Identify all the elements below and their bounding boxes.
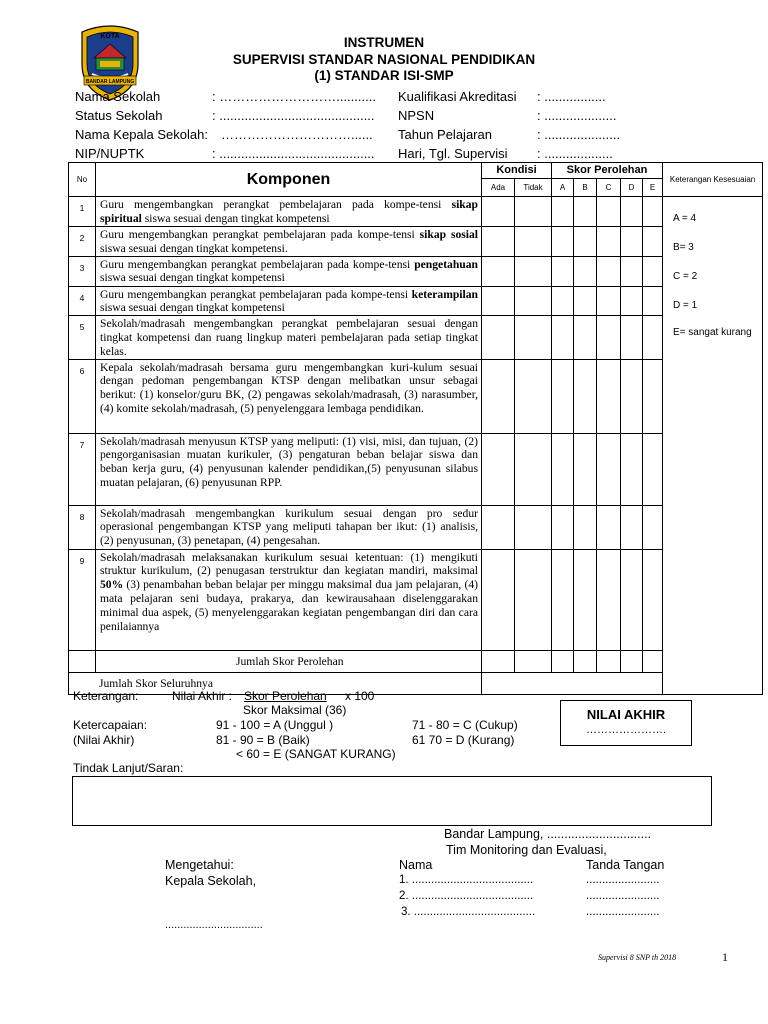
header-no: No [69,163,96,197]
score-cell-c[interactable] [597,256,621,286]
score-cell-b[interactable] [574,227,597,257]
score-cell-tidak[interactable] [515,359,552,433]
title-line-3: (1) STANDAR ISI-SMP [314,68,454,83]
field-kepala-sekolah-value[interactable]: …………………………...... [221,127,373,142]
header-grade-d: D [621,179,643,197]
score-cell-tidak[interactable] [515,227,552,257]
nilai-akhir-box[interactable] [560,700,692,746]
formula-denominator: Skor Maksimal (36) [243,703,347,717]
row-component [96,197,482,227]
field-status-sekolah-label: Status Sekolah [75,108,163,123]
score-cell-a[interactable] [552,227,574,257]
field-nama-sekolah-label: Nama Sekolah [75,89,161,104]
header-tidak: Tidak [515,179,552,197]
component-emphasis: pengetahuan [414,257,478,271]
member-name-1[interactable]: 1. ...................................... [399,874,534,886]
score-cell-tidak[interactable] [515,549,552,650]
score-cell-b[interactable] [574,256,597,286]
header-grade-a: A [552,179,574,197]
table-row [69,433,763,505]
jumlah-e[interactable] [643,650,663,672]
score-cell-e[interactable] [643,549,663,650]
field-tahun-value[interactable]: : ..................... [537,127,621,142]
score-cell-c[interactable] [597,286,621,316]
field-nip-label: NIP/NUPTK [75,146,145,161]
supervision-table [68,162,763,695]
score-cell-ada[interactable] [482,549,515,650]
legend-e: E= sangat kurang [673,327,752,338]
score-cell-e[interactable] [643,286,663,316]
score-cell-e[interactable] [643,227,663,257]
header-grade-c: C [597,179,621,197]
field-hari-label: Hari, Tgl. Supervisi [398,146,508,161]
jumlah-c[interactable] [597,650,621,672]
field-hari-value[interactable]: : ................... [537,146,613,161]
row-component [96,316,482,359]
nilai-akhir-label: Nilai Akhir : [172,689,233,703]
table-row [69,505,763,549]
scale-a: 91 - 100 = A (Unggul ) [216,718,334,732]
row-number: 1 [69,197,96,227]
component-text: Guru mengembangkan perangkat pembelajaran pada kompe-tensi [100,198,452,211]
nama-header: Nama [399,858,433,872]
jumlah-d[interactable] [621,650,643,672]
score-cell-ada[interactable] [482,316,515,359]
row-number: 5 [69,316,96,359]
ketercapaian-label: Ketercapaian: [73,718,148,732]
formula-times: x 100 [345,689,375,703]
score-cell-c[interactable] [597,316,621,359]
component-emphasis: sikap sosial [419,228,479,241]
footer-text: Supervisi 8 SNP th 2018 [598,953,677,962]
signature-team: Tim Monitoring dan Evaluasi, [446,843,607,857]
tindak-lanjut-box[interactable] [72,776,712,826]
row-component [96,256,482,286]
field-nip-value[interactable]: : ........................................... [212,146,375,161]
tindak-lanjut-label: Tindak Lanjut/Saran: [73,761,184,775]
score-cell-a[interactable] [552,286,574,316]
row-component [96,286,482,316]
score-cell-a[interactable] [552,359,574,433]
nilai-akhir-sub-label: (Nilai Akhir) [73,733,135,747]
mengetahui-label: Mengetahui: [165,858,234,872]
score-cell-d[interactable] [621,197,643,227]
score-cell-tidak[interactable] [515,433,552,505]
jumlah-a[interactable] [552,650,574,672]
score-cell-a[interactable] [552,197,574,227]
field-status-sekolah-value[interactable]: : ........................................... [212,108,375,123]
field-npsn-value[interactable]: : .................... [537,108,617,123]
legend-d: D = 1 [673,300,698,311]
component-text-tail: siswa sesuai dengan tingkat kompetensi [141,211,330,225]
table-row [69,286,763,316]
score-cell-c[interactable] [597,197,621,227]
score-cell-b[interactable] [574,359,597,433]
keterangan-cell [663,433,763,505]
score-cell-e[interactable] [643,433,663,505]
grade-legend [670,212,761,339]
header-kondisi: Kondisi [482,163,552,179]
score-cell-d[interactable] [621,286,643,316]
nilai-akhir-dots: …………………. [585,724,667,736]
score-cell-b[interactable] [574,316,597,359]
header-grade-e: E [643,179,663,197]
table-row [69,549,763,650]
nilai-akhir-title: NILAI AKHIR [586,707,666,722]
row-number: 9 [69,549,96,650]
component-text: Sekolah/madrasah melaksanakan kurikulum sesuai ketentuan: (1) mengikuti struktur kurikulum, (2) penugasan terstruktur dan kegiatan mandiri, maksimal [100,550,478,578]
header-ada: Ada [482,179,515,197]
member-signature-2[interactable]: ....................... [586,890,660,902]
component-text: Sekolah/madrasah mengembangkan kurikulum sesuai dengan pro sedur operasional pengembangan KTSP yang meliputi tahapan ber ikut: (1) analisis, (2) penyusunan, (3) penetapan, (4) pengesahan. [100,506,478,548]
score-cell-tidak[interactable] [515,505,552,549]
jumlah-skor-perolehan-label: Jumlah Skor Perolehan [96,650,482,672]
score-cell-c[interactable] [597,549,621,650]
row-component [96,359,482,433]
score-cell-ada[interactable] [482,433,515,505]
jumlah-skor-seluruhnya-label: Jumlah Skor Seluruhnya [69,672,482,694]
score-cell-tidak[interactable] [515,197,552,227]
component-text: Guru mengembangkan perangkat pembelajaran pada kompe-tensi [100,228,420,241]
component-emphasis: sikap spiritual [100,198,478,225]
title-line-1: INSTRUMEN [343,35,425,50]
score-cell-tidak[interactable] [515,256,552,286]
row-number: 4 [69,286,96,316]
table-row [69,197,763,227]
legend-c: C = 2 [673,271,698,282]
score-cell-e[interactable] [643,316,663,359]
score-cell-d[interactable] [621,316,643,359]
component-text-tail: (3) penambahan beban belajar per minggu maksimal dua jam pelajaran, (4) mata pelajaran seni budaya, prakarya, dan kewirausahaan diselenggarakan minimal dua aspek, (5) menyelenggarakan kegiatan pengembangan diri dan cara penilaiannya [100,578,478,633]
kepala-sekolah-label: Kepala Sekolah, [165,874,257,888]
row-number: 6 [69,359,96,433]
score-cell-ada[interactable] [482,227,515,257]
score-cell-c[interactable] [597,433,621,505]
header-komponen: Komponen [96,163,482,197]
keterangan-cell [663,549,763,650]
score-cell-d[interactable] [621,227,643,257]
scale-d: 61 70 = D (Kurang) [412,733,515,747]
score-cell-c[interactable] [597,359,621,433]
score-cell-a[interactable] [552,316,574,359]
field-akreditasi-value[interactable]: : ................. [537,89,606,104]
score-cell-tidak[interactable] [515,286,552,316]
row-component [96,433,482,505]
score-cell-e[interactable] [643,256,663,286]
formula-numerator: Skor Perolehan [244,689,327,703]
field-tahun-label: Tahun Pelajaran [398,127,492,142]
table-row [69,227,763,257]
table-row [69,359,763,433]
member-name-3[interactable]: 3. ...................................... [401,906,536,918]
component-emphasis: keterampilan [411,287,478,301]
component-text: Sekolah/madrasah menyusun KTSP yang meliputi: (1) visi, misi, dan tujuan, (2) pengorganisasian muatan kurikuler, (3) pengaturan beban belajar siswa dan beban kerja guru, (4) penyusunan kalender pendidikan,(5) penyusunan silabus muatan pelajaran, (6) penyusunan RPP. [100,434,478,489]
score-cell-e[interactable] [643,505,663,549]
keterangan-cell [663,505,763,549]
field-kepala-sekolah-label: Nama Kepala Sekolah: [75,127,208,142]
score-cell-a[interactable] [552,549,574,650]
keterangan-label: Keterangan: [73,689,139,703]
table-row [69,256,763,286]
score-cell-ada[interactable] [482,359,515,433]
component-text-tail: siswa sesuai dengan tingkat kompetensi. [100,241,288,255]
tanda-tangan-header: Tanda Tangan [586,858,665,872]
score-cell-ada[interactable] [482,197,515,227]
score-cell-e[interactable] [643,359,663,433]
score-cell-c[interactable] [597,505,621,549]
row-component [96,549,482,650]
logo-top-text: KOTA [100,33,120,40]
score-cell-b[interactable] [574,505,597,549]
page-number: 1 [722,950,728,964]
signature-place-date: Bandar Lampung, .............................. [444,827,652,841]
member-signature-1[interactable]: ....................... [586,874,660,886]
row-number: 7 [69,433,96,505]
scale-b: 81 - 90 = B (Baik) [216,733,310,747]
scale-e: < 60 = E (SANGAT KURANG) [236,747,396,761]
logo-bottom-text: BANDAR LAMPUNG [85,79,135,85]
component-emphasis: 50% [100,578,124,592]
component-text: Sekolah/madrasah mengembangkan perangkat pembelajaran sesuai dengan tingkat kompetensi dan ruang lingkup materi pembelajaran pada setiap tingkat kelas. [100,317,478,358]
score-cell-d[interactable] [621,359,643,433]
legend-a: A = 4 [673,213,697,224]
keterangan-cell [663,359,763,433]
component-text-tail: siswa sesuai dengan tingkat kompetensi [100,271,285,285]
score-cell-b[interactable] [574,197,597,227]
field-npsn-label: NPSN [398,108,435,123]
legend-b: B= 3 [673,242,694,253]
score-cell-b[interactable] [574,433,597,505]
score-cell-b[interactable] [574,286,597,316]
row-number: 8 [69,505,96,549]
jumlah-tidak[interactable] [515,650,552,672]
score-cell-ada[interactable] [482,286,515,316]
score-cell-d[interactable] [621,549,643,650]
component-text: Guru mengembangkan perangkat pembelajaran pada kompe-tensi [100,257,415,271]
score-cell-c[interactable] [597,227,621,257]
score-cell-a[interactable] [552,433,574,505]
component-text-tail: siswa sesuai dengan tingkat kompetensi [100,301,285,315]
score-cell-d[interactable] [621,505,643,549]
score-cell-b[interactable] [574,549,597,650]
score-cell-e[interactable] [643,197,663,227]
jumlah-ada[interactable] [482,650,515,672]
score-cell-d[interactable] [621,433,643,505]
header-grade-b: B [574,179,597,197]
member-signature-3[interactable]: ....................... [586,906,660,918]
score-cell-ada[interactable] [482,256,515,286]
scale-c: 71 - 80 = C (Cukup) [412,718,518,732]
field-nama-sekolah-value[interactable]: : ………………………........... [212,89,376,104]
row-number: 3 [69,256,96,286]
row-component [96,227,482,257]
score-cell-d[interactable] [621,256,643,286]
header-keterangan: Keterangan Kesesuaian [663,163,763,197]
component-text: Guru mengembangkan perangkat pembelajaran pada kompe-tensi [100,287,412,301]
header-skor: Skor Perolehan [552,163,663,179]
table-row [69,316,763,359]
row-number: 2 [69,227,96,257]
score-cell-a[interactable] [552,256,574,286]
member-name-2[interactable]: 2. ...................................... [399,890,534,902]
score-cell-tidak[interactable] [515,316,552,359]
field-akreditasi-label: Kualifikasi Akreditasi [398,89,517,104]
jumlah-b[interactable] [574,650,597,672]
score-cell-a[interactable] [552,505,574,549]
row-component [96,505,482,549]
score-cell-ada[interactable] [482,505,515,549]
component-text: Kepala sekolah/madrasah bersama guru mengembangkan kuri-kulum sesuai dengan pedoman pengembangan KTSP dengan melibatkan unsur sebagai berikut: (1) konselor/guru BK, (2) pengawas sekolah/madrasah, (3) narasumber, (4) komite sekolah/madrasah, (5) penyelenggara lembaga pendidikan. [100,360,478,415]
jumlah-seluruhnya-value[interactable] [482,672,663,694]
kepala-sekolah-signature-line[interactable]: ................................ [165,919,263,931]
title-line-2: SUPERVISI STANDAR NASIONAL PENDIDIKAN [232,52,536,67]
